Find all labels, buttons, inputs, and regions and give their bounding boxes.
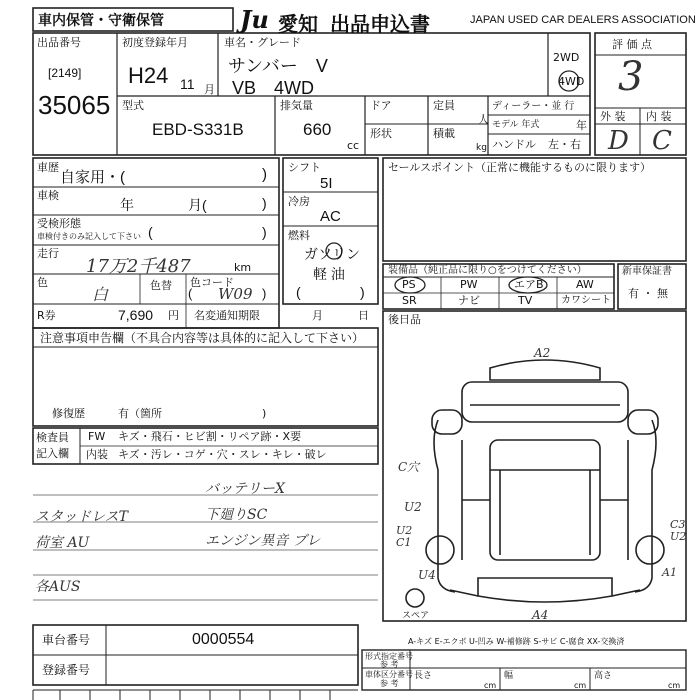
displacement-value: 660 <box>303 120 332 139</box>
car-diagram <box>406 360 664 607</box>
recycle-value: 7,690 <box>118 307 154 323</box>
model-label: 型式 <box>122 99 144 112</box>
fuel-label: 燃料 <box>288 229 310 242</box>
color-value: 白 <box>92 285 109 304</box>
ac-value: AC <box>320 208 341 225</box>
interior-record-label: 内装 <box>86 448 108 461</box>
equip-navi: ナビ <box>458 294 480 307</box>
capacity-label: 定員 <box>433 99 455 112</box>
fuel-open: ( <box>296 284 301 300</box>
equip-leather: カワシート <box>561 295 611 306</box>
model-year-label: モデル 年式 <box>492 120 540 130</box>
lot-small-number: [2149] <box>48 66 82 80</box>
equip-tv: TV <box>518 294 533 307</box>
spare-label: スペア <box>402 611 430 621</box>
reference-2: 参 考 <box>380 679 399 688</box>
handle-options: 左・右 <box>548 138 581 151</box>
shape-label: 形状 <box>370 127 392 140</box>
history-value: 自家用・( <box>60 169 125 186</box>
mark-u4: U4 <box>418 568 436 582</box>
dealer-label: ディーラー・並 行 <box>492 101 575 112</box>
equip-airbag: エアB <box>514 278 544 291</box>
inspector-label: 検査員 <box>36 431 69 444</box>
lot-label: 出品番号 <box>37 36 81 49</box>
width-label: 幅 <box>504 671 514 681</box>
repair-label: 修復歴 <box>52 407 85 420</box>
remark-studless: スタッドレスT <box>35 509 128 525</box>
mileage-label: 走行 <box>37 247 59 260</box>
warranty-value: 有 ・ 無 <box>628 287 668 300</box>
equip-ps: PS <box>402 278 416 291</box>
model-code: EBD-S331B <box>152 120 244 139</box>
record-label: 記入欄 <box>36 447 69 460</box>
reg-month-unit: 月 <box>204 83 215 96</box>
later-label: 後日品 <box>388 313 421 326</box>
receiver-label: 受検形態 <box>37 217 81 230</box>
capacity-unit: 人 <box>478 113 489 126</box>
color-change-label: 色替 <box>150 279 172 292</box>
equipment-label: 装備品（純正品に限り○をつけてください） <box>388 265 587 276</box>
equip-aw: AW <box>576 278 594 291</box>
history-label: 車歴 <box>37 161 59 174</box>
color-code-label: 色コード <box>190 276 234 289</box>
history-close: ) <box>262 166 267 183</box>
remark-underbody: 下廻りSC <box>205 507 268 523</box>
fuel-diesel: 軽 油 <box>313 266 345 282</box>
mark-u2-right: U2 <box>670 530 687 543</box>
interior-label: 内 装 <box>646 110 672 123</box>
receiver-open: ( <box>148 224 153 240</box>
shift-label: シフト <box>288 161 321 174</box>
notice-day: 日 <box>358 309 369 322</box>
mark-a1: A1 <box>662 566 677 579</box>
reg-number-label: 登録番号 <box>42 663 91 677</box>
grade-score: 3 <box>618 54 644 100</box>
mark-u2-left: U2 <box>404 500 422 514</box>
notes-label: 注意事項申告欄（不具合内容等は具体的に記入して下さい） <box>40 331 365 345</box>
mark-a4: A4 <box>532 608 549 622</box>
repair-value: 有（箇所 <box>118 407 162 420</box>
fuel-gasoline: ガソリン <box>304 246 360 262</box>
ju-logo: Ju <box>240 5 269 34</box>
category-number-label: 車体区分番号 <box>365 670 413 679</box>
reg-month: 11 <box>180 76 195 92</box>
cc-unit: cc <box>347 139 360 152</box>
mark-a2: A2 <box>534 346 551 360</box>
warranty-label: 新車保証書 <box>622 266 672 277</box>
exterior-grade: D <box>608 126 629 156</box>
receiver-note: 車検付きのみ記入して下さい <box>37 232 141 241</box>
form-title: 出品申込書 <box>330 12 430 36</box>
drive-4wd: 4WD <box>558 75 585 88</box>
recycle-label: R券 <box>37 309 56 322</box>
handle-label: ハンドル <box>492 138 536 151</box>
chassis-value: 0000554 <box>192 631 255 648</box>
receiver-close: ) <box>262 224 267 240</box>
grade-label: 評 価 点 <box>612 38 652 51</box>
width-cm: cm <box>574 681 587 690</box>
mileage-value: 17万2千487 <box>86 256 191 277</box>
fuel-close: ) <box>360 284 365 300</box>
org-name: 愛知 <box>278 12 318 36</box>
damage-legend: A-キズ E-エクボ U-凹み W-補修跡 S-サビ C-腐食 XX-交換済 <box>408 637 625 646</box>
length-cm: cm <box>484 681 497 690</box>
remark-battery: バッテリーX <box>205 481 285 497</box>
color-code-close: ) <box>262 286 267 301</box>
notice-label: 名変通知期限 <box>194 309 260 322</box>
mark-c1: C1 <box>396 536 412 549</box>
length-label: 長さ <box>414 671 433 681</box>
remark-engine: エンジン異音 ブレ <box>205 533 321 549</box>
height-label: 高さ <box>594 671 613 681</box>
sales-point-label: セールスポイント（正常に機能するものに限ります） <box>388 161 652 174</box>
chassis-label: 車台番号 <box>42 633 91 647</box>
height-cm: cm <box>668 681 681 690</box>
inspection-close: ) <box>262 195 267 211</box>
recycle-unit: 円 <box>168 309 179 322</box>
reg-year: H24 <box>128 63 169 88</box>
door-label: ドア <box>370 99 392 112</box>
car-name: サンバー V <box>228 56 328 76</box>
color-code-open: ( <box>188 286 193 301</box>
color-code: W09 <box>218 285 253 303</box>
english-title: JAPAN USED CAR DEALERS ASSOCIATION <box>470 14 696 26</box>
reference-1: 参 考 <box>380 660 399 669</box>
shape-number-label: 形式指定番号 <box>365 652 413 661</box>
mileage-unit: km <box>234 261 252 274</box>
load-label: 積載 <box>433 127 455 140</box>
inspection-year: 年 <box>120 197 134 213</box>
interior-options: キズ・汚レ・コゲ・穴・スレ・キレ・破レ <box>118 448 327 461</box>
interior-grade: C <box>652 126 672 156</box>
remark-all: 各AUS <box>35 579 81 595</box>
load-unit: kg <box>476 143 487 153</box>
fw-label: FW <box>88 430 106 443</box>
car-grade: VB 4WD <box>232 78 315 98</box>
equip-sr: SR <box>402 294 417 307</box>
color-label: 色 <box>37 276 48 289</box>
lot-number: 35065 <box>38 90 111 120</box>
fw-options: キズ・飛石・ヒビ割・リペア跡・X要 <box>118 430 302 443</box>
inspection-month: 月( <box>188 197 207 213</box>
first-reg-label: 初度登録年月 <box>122 36 188 49</box>
mark-c3: C3 <box>670 518 686 531</box>
storage-label: 車内保管・守衛保管 <box>38 13 164 29</box>
displacement-label: 排気量 <box>280 99 313 112</box>
ac-label: 冷房 <box>288 195 310 208</box>
year-unit: 年 <box>576 119 587 132</box>
mark-c-hole: C穴 <box>398 460 420 474</box>
shift-value: 5I <box>320 175 333 192</box>
remark-cargo: 荷室 AU <box>35 535 90 551</box>
repair-close: ) <box>262 407 267 420</box>
inspection-label: 車検 <box>37 189 59 202</box>
exterior-label: 外 装 <box>600 110 626 123</box>
drive-2wd: 2WD <box>553 51 580 64</box>
mark-u2-lower: U2 <box>396 524 413 537</box>
equip-pw: PW <box>460 278 478 291</box>
car-name-label: 車名・グレード <box>224 36 301 49</box>
notice-month: 月 <box>312 309 323 322</box>
